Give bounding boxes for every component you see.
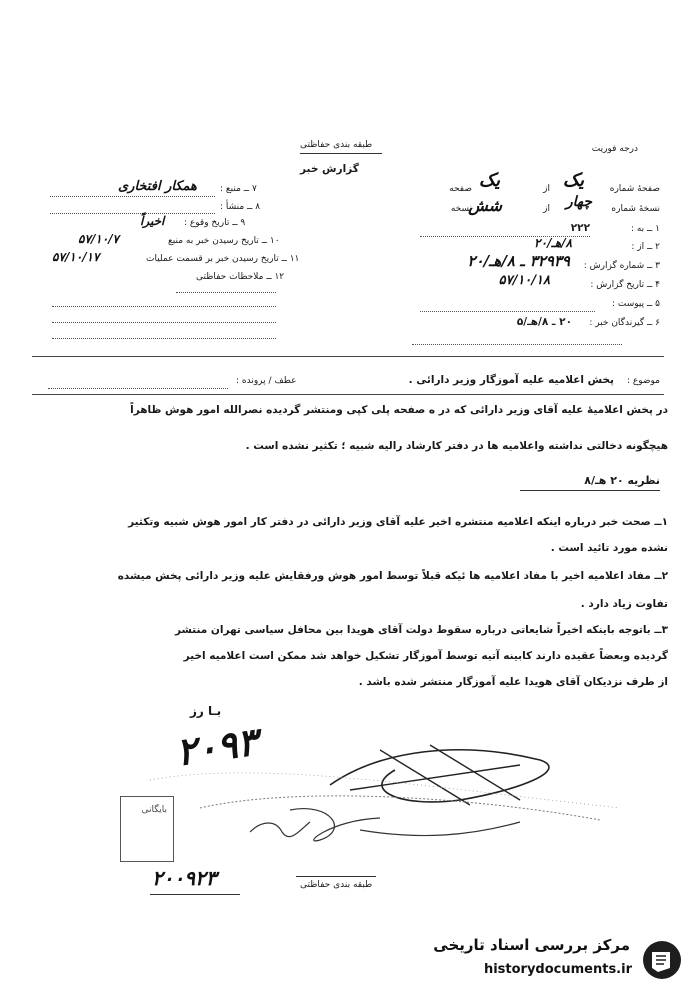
field-recipients-value: ۲۰ ـ ۸/هـ/۵ — [516, 316, 572, 328]
copy-unit-label: نسخه — [450, 204, 472, 214]
side-stamp — [120, 796, 174, 862]
field-from-value: ۸/هـ/۲۰ — [534, 236, 572, 250]
field-event-date-label: ۹ ــ تاریخ وقوع : — [184, 218, 246, 228]
closing-signature: بـا رز — [190, 704, 222, 718]
subject-label: موضوع : — [626, 376, 660, 386]
signature-scribbles — [0, 690, 700, 890]
page-number-label: صفحهٔ شماره — [609, 184, 660, 194]
urgency-label: درجه فوریت — [591, 144, 638, 154]
report-title: گزارش خبر — [300, 163, 359, 175]
field-report-number-label: ۳ ــ شماره گزارش : — [583, 261, 660, 271]
subject-text: پخش اعلامیه علیه آموزگار وزیر دارائی . — [408, 374, 614, 386]
page-number-value: یک — [562, 170, 584, 191]
field-source-date-value: ۵۷/۱۰/۷ — [78, 232, 119, 246]
opinion-line: ۱ــ صحت خبر درباره اینکه اعلامیه منتشره اخیر علیه آقای وزیر دارائی در دفتر کار امور هوش شبیه وتکثیر — [128, 516, 668, 528]
classification-label-bottom: طبقه بندی حفاظتی — [300, 880, 373, 890]
classification-label-top: طبقه بندی حفاظتی — [300, 140, 373, 150]
opinion-heading: نظریه ۲۰ هـ/۸ — [584, 474, 660, 487]
page-of-label: از — [543, 184, 550, 194]
logo-url: historydocuments.ir — [483, 962, 632, 977]
page-total-value: یک — [478, 170, 500, 191]
file-reference-label: عطف / پرونده : — [236, 376, 297, 386]
opinion-line: از طرف نزدیکان آقای هویدا علیه آموزگار منتشر شده باشد . — [358, 676, 668, 688]
copy-total-value: شش — [468, 196, 502, 215]
copy-number-value: چهار — [565, 194, 592, 210]
field-event-date-value: اخیراً — [140, 214, 165, 228]
copy-number-label: نسخهٔ شماره — [611, 204, 660, 214]
field-attachment-label: ۵ ــ پیوست : — [612, 299, 660, 309]
page-unit-label: صفحه — [449, 184, 472, 194]
opinion-line: ۳ــ باتوجه باینکه اخیراً شایعاتی درباره سقوط دولت آقای هویدا بین محافل سیاسی تهران منتشر — [174, 624, 668, 636]
archive-number: ۲۰۰۹۲۳ — [152, 866, 217, 890]
field-report-number-value: ۳۲۹۳۹ ـ ۸/هـ/۲۰ — [467, 252, 570, 270]
field-ops-date-value: ۵۷/۱۰/۱۷ — [52, 250, 100, 264]
opinion-line: گردیده وبعضاً عقیده دارند کابینه آتیه توسط آموزگار تشکیل خواهد شد ممکن است اعلامیه اخیر — [183, 650, 668, 662]
archive-logo-icon — [640, 938, 684, 982]
logo-title: مرکز بررسی اسناد تاریخی — [433, 936, 630, 954]
field-recipients-label: ۶ ــ گیرندگان خبر : — [589, 318, 660, 328]
field-report-date-label: ۴ ــ تاریخ گزارش : — [590, 280, 660, 290]
field-source-label: ۷ ــ منبع : — [220, 184, 257, 194]
field-source-date-label: ۱۰ ــ تاریخ رسیدن خبر به منبع — [168, 236, 280, 246]
opinion-line: ۲ــ مفاد اعلامیه اخیر با مفاد اعلامیه ها ئیکه قبلاً توسط امور هوش ورفقایش علیه وزیر دارائی پخش میشده — [117, 570, 668, 582]
field-from-label: ۲ ــ از : — [631, 242, 660, 252]
field-ops-date-label: ۱۱ ــ تاریخ رسیدن خبر بر قسمت عملیات — [146, 254, 300, 264]
body-line: هیچگونه دخالتی نداشته واعلامیه ها در دفتر کارشاد رالیه شبیه ؛ تکثیر نشده است . — [245, 440, 668, 452]
field-security-notes-label: ۱۲ ــ ملاحظات حفاظتی — [196, 272, 285, 282]
opinion-line: نشده مورد تائید است . — [550, 542, 668, 554]
archive-logo — [408, 930, 688, 990]
field-to-label: ۱ ــ به : — [630, 224, 660, 234]
field-source-value: همکار افتخاری — [118, 179, 197, 194]
opinion-line: تفاوت زیاد دارد . — [580, 598, 668, 610]
field-report-date-value: ۵۷/۱۰/۱۸ — [498, 273, 550, 288]
field-origin-label: ۸ ــ منشأ : — [220, 202, 261, 212]
handwritten-number: ۲۰۹۳ — [173, 718, 261, 775]
body-line: در پخش اعلامیهٔ علیه آقای وزیر دارائی که در ه صفحه پلی کپی ومنتشر گردیده نصرالله امور هوش ظاهراً — [130, 404, 668, 416]
copy-of-label: از — [543, 204, 550, 214]
field-to-value: ۲۲۲ — [570, 222, 590, 234]
side-stamp-text: بایگانی — [141, 805, 167, 815]
